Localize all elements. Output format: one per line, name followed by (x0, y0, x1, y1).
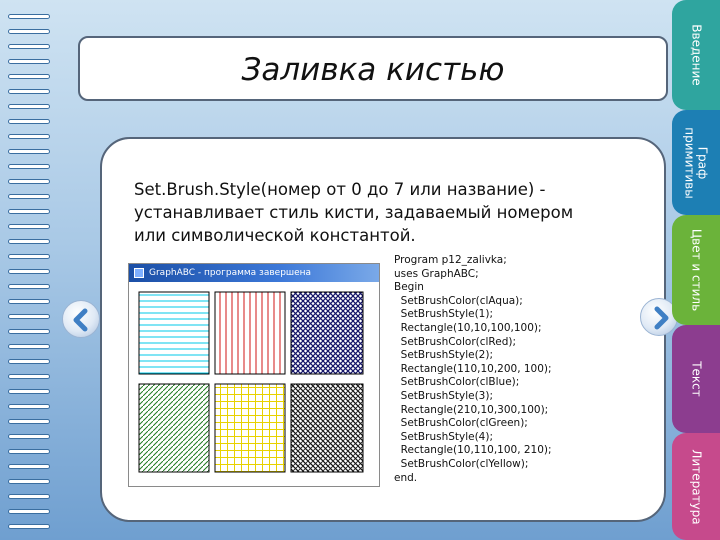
code-listing (394, 254, 552, 485)
title-panel (78, 36, 668, 101)
page-title: Заливка кистью (241, 52, 505, 88)
tab-label: Цвет и стиль (689, 228, 704, 312)
code-line: Rectangle(210,10,300,100); (394, 403, 549, 416)
binding-ring (8, 74, 50, 79)
binding-ring (8, 524, 50, 529)
binding-ring (8, 404, 50, 409)
code-line: SetBrushColor(clBlue); (394, 376, 520, 389)
binding-ring (8, 419, 50, 424)
binding-ring (8, 224, 50, 229)
description-text: Set.Brush.Style(номер от 0 до 7 или название) - устанавливает стиль кисти, задаваемый номером или символической константой. (134, 180, 574, 245)
binding-ring (8, 149, 50, 154)
binding-ring (8, 329, 50, 334)
tab-color-style[interactable] (672, 215, 720, 325)
aqua-rect (139, 292, 209, 374)
window-titlebar (129, 264, 379, 282)
code-line: Rectangle(110,10,200, 100); (394, 362, 552, 375)
code-line: Rectangle(10,10,100,100); (394, 321, 542, 334)
binding-ring (8, 269, 50, 274)
code-line: SetBrushStyle(2); (394, 349, 494, 362)
binding-ring (8, 494, 50, 499)
code-line: SetBrushStyle(3); (394, 389, 494, 402)
code-line: SetBrushColor(clRed); (394, 335, 517, 348)
binding-ring (8, 29, 50, 34)
tab-label: Граф примитивы (683, 126, 710, 199)
code-line: Program p12_zalivka; (394, 254, 507, 266)
binding-ring (8, 14, 50, 19)
brush-canvas (133, 286, 375, 482)
binding-ring (8, 209, 50, 214)
code-line: SetBrushColor(clYellow); (394, 457, 529, 470)
code-line: SetBrushStyle(4); (394, 430, 494, 443)
window-title: GraphABC - программа завершена (149, 268, 312, 278)
prev-slide-button[interactable] (62, 300, 100, 338)
binding-ring (8, 464, 50, 469)
chevron-left-icon (63, 301, 101, 339)
code-line: Begin (394, 281, 424, 294)
binding-ring (8, 509, 50, 514)
binding-ring (8, 344, 50, 349)
binding-ring (8, 254, 50, 259)
binding-ring (8, 194, 50, 199)
code-line: Rectangle(10,110,100, 210); (394, 444, 552, 457)
graphabc-window (128, 263, 380, 487)
app-icon (134, 268, 144, 278)
tab-label: Введение (689, 24, 704, 86)
binding-ring (8, 374, 50, 379)
code-line: uses GraphABC; (394, 267, 479, 280)
tab-label: Литература (689, 448, 704, 525)
black-rect (291, 384, 363, 472)
binding-ring (8, 434, 50, 439)
code-line: SetBrushColor(clGreen); (394, 417, 528, 430)
binding-ring (8, 89, 50, 94)
notebook-binding (0, 0, 58, 540)
code-line: end. (394, 471, 418, 484)
tab-introduction[interactable] (672, 0, 720, 110)
yellow-rect (215, 384, 285, 472)
binding-ring (8, 104, 50, 109)
green-rect (139, 384, 209, 472)
binding-ring (8, 389, 50, 394)
binding-ring (8, 284, 50, 289)
binding-ring (8, 314, 50, 319)
binding-ring (8, 359, 50, 364)
tab-literature[interactable] (672, 433, 720, 540)
binding-ring (8, 164, 50, 169)
code-line: SetBrushStyle(1); (394, 308, 494, 321)
tab-label: Текст (689, 361, 704, 397)
tab-graphic-primitives[interactable] (672, 110, 720, 215)
binding-ring (8, 239, 50, 244)
binding-ring (8, 179, 50, 184)
binding-ring (8, 119, 50, 124)
binding-ring (8, 134, 50, 139)
binding-ring (8, 479, 50, 484)
blue-rect (291, 292, 363, 374)
binding-ring (8, 299, 50, 304)
binding-ring (8, 44, 50, 49)
binding-ring (8, 449, 50, 454)
tab-text[interactable] (672, 325, 720, 433)
code-line: SetBrushColor(clAqua); (394, 294, 523, 307)
binding-ring (8, 59, 50, 64)
red-rect (215, 292, 285, 374)
